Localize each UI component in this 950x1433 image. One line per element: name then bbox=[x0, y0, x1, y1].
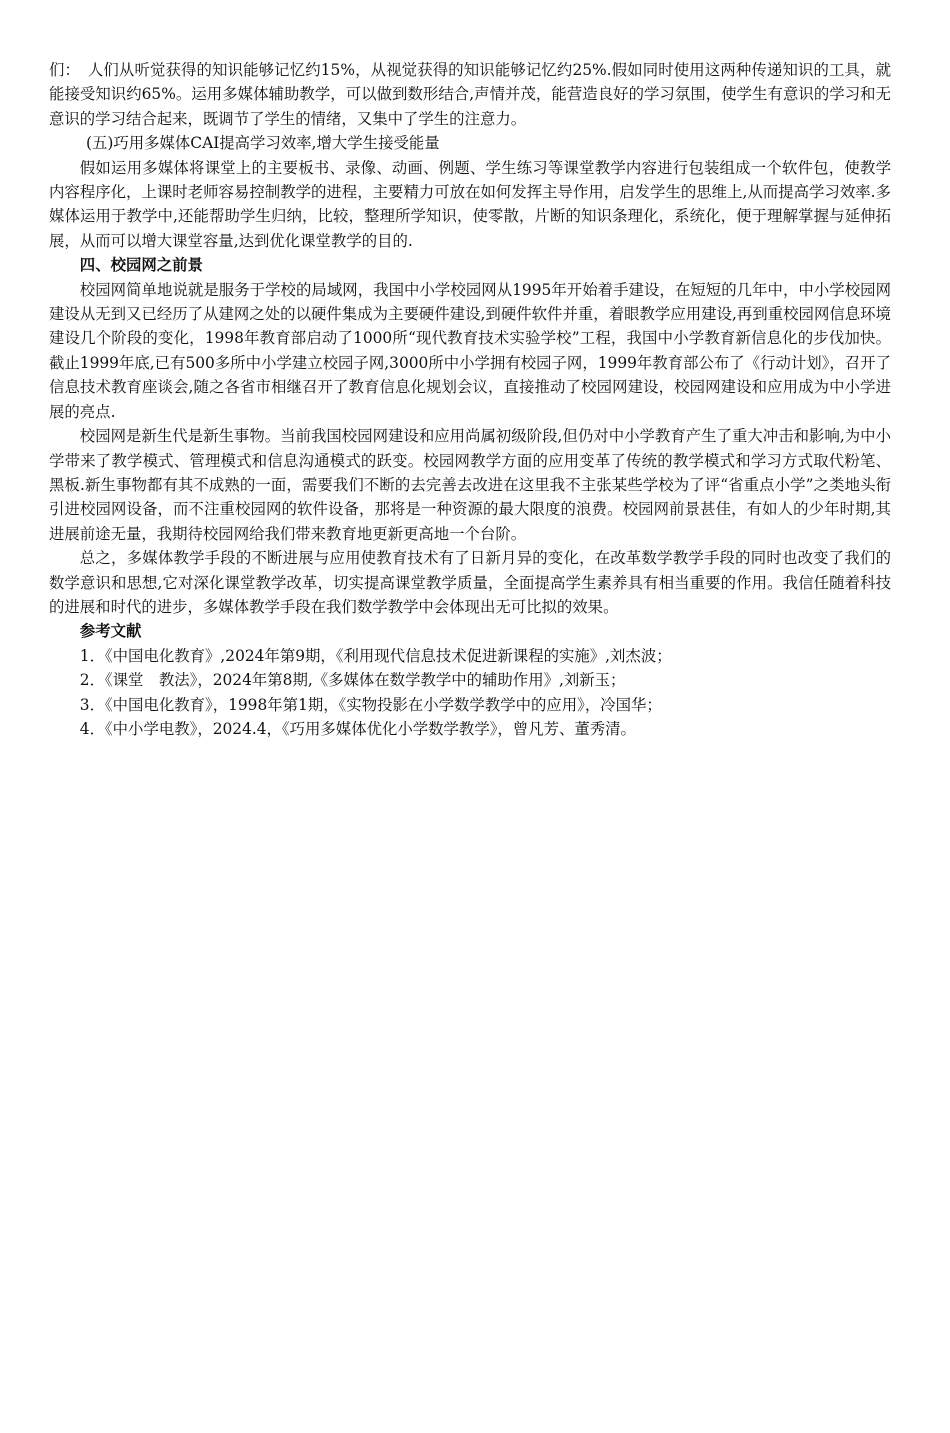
paragraph-memory-retention: 们： 人们从听觉获得的知识能够记忆约15%，从视觉获得的知识能够记忆约25%.假如同时使用这两种传递知识的工具，就能接受知识约65%。运用多媒体辅助教学，可以做到数形结合,声情并茂，能营造良好的学习氛围，使学生有意识的学习和无意识的学习结合起来，既调节了学生的情绪，又集中了学生的注意力。 bbox=[49, 61, 891, 128]
reference-item: 3．《中国电化教育》，1998年第1期，《实物投影在小学数学教学中的应用》，冷国华； bbox=[79, 695, 662, 714]
references-list bbox=[49, 644, 891, 742]
reference-item: 2．《课堂 教法》，2024年第8期,《多媒体在数学教学中的辅助作用》,刘新玉； bbox=[79, 671, 626, 690]
reference-item: 1．《中国电化教育》,2024年第9期，《利用现代信息技术促进新课程的实施》,刘杰波； bbox=[79, 646, 672, 665]
section-heading-campus-network: 四、校园网之前景 bbox=[79, 256, 203, 275]
document-page bbox=[49, 58, 891, 741]
paragraph-conclusion: 总之，多媒体教学手段的不断进展与应用使教育技术有了日新月异的变化，在改革数学教学手段的同时也改变了我们的数学意识和思想,它对深化课堂教学改革，切实提高课堂教学质量，全面提高学生素养具有相当重要的作用。我信任随着科技的进展和时代的进步，多媒体教学手段在我们数学教学中会体现出无可比拟的效果。 bbox=[49, 549, 891, 616]
paragraph-campus-network-new-thing: 校园网是新生代是新生事物。当前我国校园网建设和应用尚属初级阶段,但仍对中小学教育产生了重大冲击和影响,为中小学带来了教学模式、管理模式和信息沟通模式的跃变。校园网教学方面的应用变革了传统的教学模式和学习方式取代粉笔、黑板.新生事物都有其不成熟的一面，需要我们不断的去完善去改进在这里我不主张某些学校为了评“省重点小学”之类地头衔引进校园网设备，而不注重校园网的软件设备，那将是一种资源的最大限度的浪费。校园网前景甚佳，有如人的少年时期,其进展前途无量，我期待校园网给我们带来教育地更新更高地一个台阶。 bbox=[49, 427, 891, 543]
paragraph-campus-network-history: 校园网简单地说就是服务于学校的局域网，我国中小学校园网从1995年开始着手建设，在短短的几年中，中小学校园网建设从无到又已经历了从建网之处的以硬件集成为主要硬件建设,到硬件软件并重，着眼教学应用建设,再到重校园网信息环境建设几个阶段的变化，1998年教育部启动了1000所“现代教育技术实验学校”工程，我国中小学教育新信息化的步伐加快。截止1999年底,已有500多所中小学建立校园子网,3000所中小学拥有校园子网，1999年教育部公布了《行动计划》，召开了信息技术教育座谈会,随之各省市相继召开了教育信息化规划会议，直接推动了校园网建设，校园网建设和应用成为中小学进展的亮点. bbox=[49, 280, 891, 421]
references-heading: 参考文献 bbox=[79, 622, 142, 641]
paragraph-software-package: 假如运用多媒体将课堂上的主要板书、录像、动画、例题、学生练习等课堂教学内容进行包装组成一个软件包，使教学内容程序化，上课时老师容易控制教学的进程，主要精力可放在如何发挥主导作用，启发学生的思维上,从而提高学习效率.多媒体运用于教学中,还能帮助学生归纳，比较，整理所学知识，使零散，片断的知识条理化，系统化，便于理解掌握与延伸拓展，从而可以增大课堂容量,达到优化课堂教学的目的. bbox=[49, 158, 891, 250]
reference-item: 4．《中小学电教》，2024.4，《巧用多媒体优化小学数学教学》，曾凡芳、董秀清。 bbox=[79, 719, 636, 738]
subheading-cai-efficiency: (五)巧用多媒体CAI提高学习效率,增大学生接受能量 bbox=[85, 134, 440, 153]
